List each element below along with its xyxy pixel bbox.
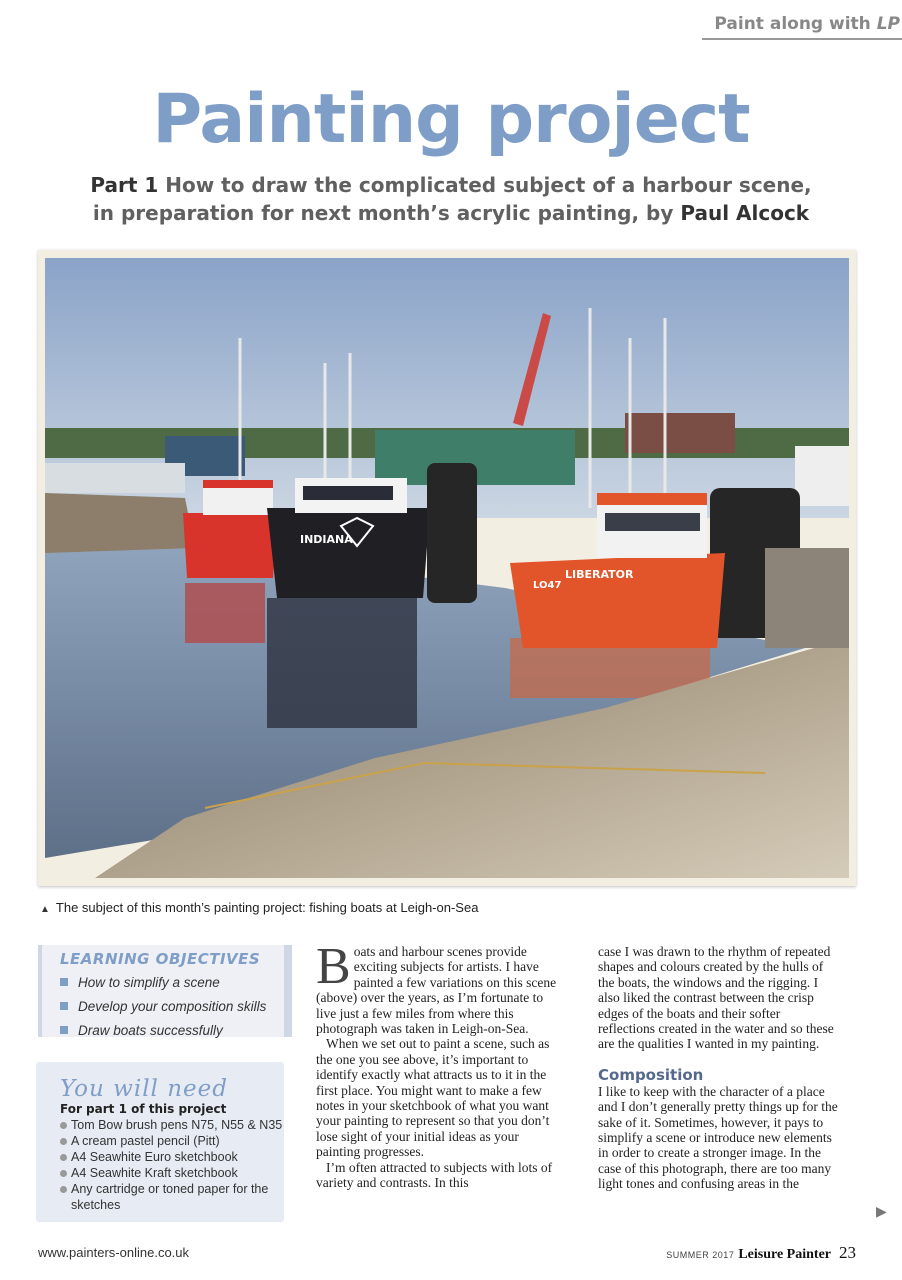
black-boat-name: INDIANA: [300, 533, 353, 546]
you-will-need-subtitle: For part 1 of this project: [60, 1102, 227, 1116]
orange-boat-windows: [605, 513, 700, 531]
red-boat-reflection: [185, 583, 265, 643]
material-text: A cream pastel pencil (Pitt): [71, 1134, 220, 1148]
list-item: [60, 1181, 284, 1213]
black-boat-reflection: [267, 598, 417, 728]
red-boat-hull: [183, 513, 277, 578]
materials-list: [36, 1117, 284, 1213]
caption-triangle-icon: ▲: [40, 904, 50, 915]
subtitle-author: Paul Alcock: [680, 201, 810, 225]
footer-issue: SUMMER 2017: [666, 1250, 735, 1260]
continue-arrow-icon: ▶: [876, 1203, 887, 1219]
body-column-1: [316, 938, 562, 1191]
list-item: [60, 995, 284, 1019]
material-text: Any cartridge or toned paper for the sketches: [71, 1182, 269, 1212]
left-mud-bank: [45, 493, 195, 558]
learning-objectives-list: [42, 971, 284, 1043]
list-item: [60, 1019, 284, 1043]
orange-boat-cabin-stripe: [597, 493, 707, 505]
body-paragraph: case I was drawn to the rhythm of repeated shapes and colours created by the hulls of the boats, the windows and the rigging. I also liked the contrast between the crisp edges of the boats and their softer reflections created in the water and so these are the qualities I wanted in my painting.: [598, 944, 834, 1052]
round-bullet-icon: [60, 1170, 67, 1177]
caption-text: The subject of this month’s painting project: fishing boats at Leigh-on-Sea: [55, 900, 479, 915]
main-photo-frame: [38, 250, 856, 886]
material-text: Tom Bow brush pens N75, N55 & N35: [71, 1118, 283, 1132]
you-will-need-title: You will need: [60, 1076, 228, 1102]
material-text: A4 Seawhite Kraft sketchbook: [71, 1166, 238, 1180]
orange-boat-number: LO47: [533, 580, 562, 591]
page-title: Painting project: [152, 80, 750, 159]
distant-building-right: [625, 413, 735, 453]
objective-text: Draw boats successfully: [78, 1023, 223, 1038]
round-bullet-icon: [60, 1186, 67, 1193]
running-head: [702, 14, 902, 40]
learning-objectives-box: [38, 945, 292, 1037]
body-paragraph: [316, 938, 562, 1037]
square-bullet-icon: [60, 1026, 68, 1034]
list-item: [60, 1133, 284, 1149]
objective-text: How to simplify a scene: [78, 975, 220, 990]
list-item: [60, 1165, 284, 1181]
footer-folio: [666, 1243, 856, 1263]
quay-wall: [765, 548, 849, 648]
body-paragraph: When we set out to paint a scene, such as the one you see above, it’s important to identify exactly what attracts us to it in the first place. You might want to make a few notes in your sketchbook of what you want your painting to represent so that you don’t lose sight of your initial ideas as your painting progresses.: [316, 1036, 550, 1160]
black-boat-windows: [303, 486, 393, 500]
subtitle-part: Part 1: [90, 173, 159, 197]
round-bullet-icon: [60, 1122, 67, 1129]
learning-objectives-title: LEARNING OBJECTIVES: [60, 950, 261, 968]
you-will-need-box: [36, 1062, 284, 1222]
round-bullet-icon: [60, 1138, 67, 1145]
round-bullet-icon: [60, 1154, 67, 1161]
body-paragraph: I like to keep with the character of a place and I don’t generally pretty things up for the sake of it. Sometimes, however, it pays to simplify a scene or introduce new elements in order to create a stronger image. In the case of this photograph, there are too many light tones and confusing areas in the: [598, 1083, 838, 1192]
objective-text: Develop your composition skills: [78, 999, 267, 1014]
photo-caption: [40, 900, 478, 915]
material-text: A4 Seawhite Euro sketchbook: [71, 1150, 238, 1164]
running-head-prefix: Paint along with: [714, 14, 877, 34]
red-boat-cabin-stripe: [203, 480, 273, 488]
body-column-2: [598, 944, 838, 1192]
running-head-magazine: LP: [876, 14, 900, 34]
list-item: [60, 1149, 284, 1165]
orange-boat-name: LIBERATOR: [565, 568, 634, 581]
page-subtitle: [90, 171, 812, 227]
list-item: [60, 971, 284, 995]
section-heading-composition: Composition: [598, 1065, 704, 1084]
drop-cap: B: [316, 938, 351, 995]
list-item: [60, 1117, 284, 1133]
subtitle-line2: in preparation for next month’s acrylic painting, by: [92, 201, 681, 225]
distant-boats: [45, 463, 185, 493]
square-bullet-icon: [60, 978, 68, 986]
square-bullet-icon: [60, 1002, 68, 1010]
footer-magazine: Leisure Painter: [738, 1247, 831, 1262]
page-number: 23: [839, 1243, 856, 1262]
footer-url: www.painters-online.co.uk: [38, 1245, 190, 1260]
harbour-photo: [45, 258, 849, 878]
subtitle-line1: How to draw the complicated subject of a harbour scene,: [158, 173, 812, 197]
white-van: [795, 446, 849, 506]
body-paragraph: I’m often attracted to subjects with lots of variety and contrasts. In this: [316, 1159, 553, 1191]
paragraph-text: oats and harbour scenes provide exciting subjects for artists. I have painted a few variations on this scene (above) over the years, as I’m fortunate to live just a few miles from where this photograph was taken in Leigh-on-Sea.: [316, 944, 557, 1037]
